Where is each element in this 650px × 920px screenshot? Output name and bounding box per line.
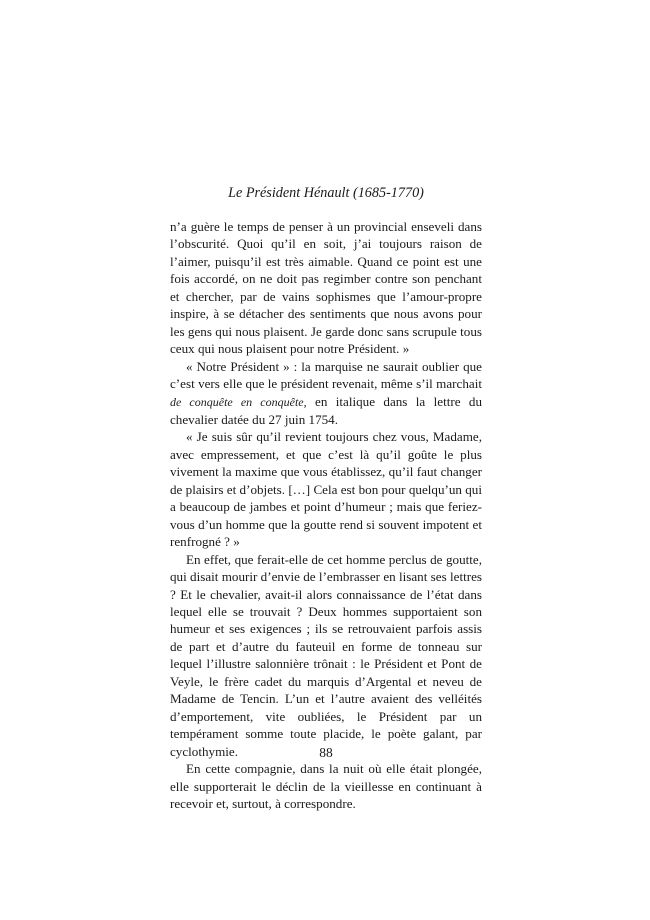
body-text bbox=[170, 218, 482, 812]
italic-phrase: de conquête en conquête, bbox=[170, 394, 307, 409]
paragraph-text: en italique dans la lettre du chevalier datée du 27 juin 1754. bbox=[170, 393, 483, 427]
paragraph-notre-president bbox=[170, 358, 482, 429]
paragraph-continued: n’a guère le temps de penser à un provincial enseveli dans l’obscurité. Quoi qu’il en soit, j’ai toujours raison de l’aimer, puisqu’il est très aimable. Quand ce point est une fois accordé, on ne doit pas regimber contre son penchant et chercher, par de vains sophismes que l’amour-propre inspire, à se détacher des sentiments que nous avons pour les gens qui nous plaisent. Je garde donc sans scrupule tous ceux qui nous plaisent pour notre Président. » bbox=[170, 219, 482, 357]
paragraph-en-effet: En effet, que ferait-elle de cet homme perclus de goutte, qui disait mourir d’envie de l’embrasser en lisant ses lettres ? Et le chevalier, avait-il alors connaissance de l’état dans lequel elle se trouvait ? Deux hommes supportaient son humeur et ses exigences ; ils se retrouvaient parfois assis de part et d’autre du fauteuil en forme de tonneau sur lequel l’illustre salonnière trônait : le Président et Pont de Veyle, le frère cadet du marquis d’Argental et neveu de Madame de Tencin. L’un et l’autre avaient des velléités d’emportement, vite oubliées, le Président par un tempérament somme toute placide, le poète galant, par cyclothymie. bbox=[170, 551, 482, 759]
page-number: 88 bbox=[319, 745, 333, 760]
running-title: Le Président Hénault (1685-1770) bbox=[228, 185, 424, 201]
paragraph-text: « Notre Président » : la marquise ne saurait oublier que c’est vers elle que le président revenait, même s’il marchait bbox=[170, 358, 482, 392]
paragraph-conclusion: En cette compagnie, dans la nuit où elle était plongée, elle supporterait le déclin de la vieillesse en continuant à recevoir et, surtout, à correspondre. bbox=[170, 761, 482, 811]
paragraph-quote-chevalier: « Je suis sûr qu’il revient toujours chez vous, Madame, avec empressement, et que c’est là qu’il goûte le plus vivement la maxime que vous établissez, qu’il faut changer de plaisirs et d’objets. […] Cela est bon pour quelqu’un qui a beaucoup de jambes et point d’humeur ; mais que feriez-vous d’un homme que la goutte rend si souvent impotent et renfrogné ? » bbox=[170, 429, 482, 550]
